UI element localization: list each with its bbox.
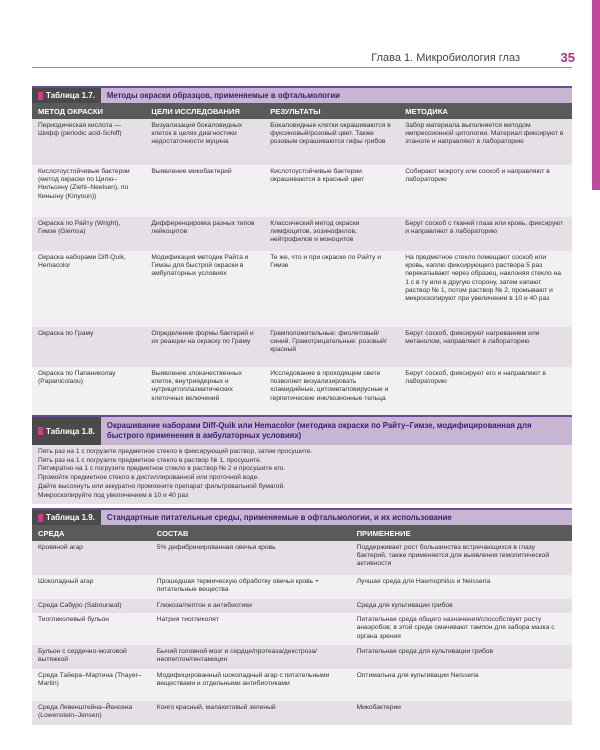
table-cell: Периодическая кислота — Шифф (periodic acid-Schiff) [32, 119, 145, 165]
table-cell: Конго красный, малахитовый зеленый [151, 701, 351, 725]
table-cell: Лучшая среда для Haemophilus и Neisseria [351, 575, 572, 599]
table-title: Окрашивание наборами Diff-Quik или Hemacolor (методика окраски по Райту–Гимзе, модифицированная для быстрого применения в амбулаторных условиях) [106, 421, 532, 440]
table-row [32, 701, 572, 725]
table-row [32, 251, 572, 327]
column-header: ЦЕЛИ ИССЛЕДОВАНИЯ [145, 103, 264, 119]
table-cell: На предметное стекло помещают соскоб или кровь, каплю фиксирующего раствора 5 раз перекатывают через образец, наклоняя стекло на 1 с в ту или в другую сторону, затем капают раствор № 1, потом раствор № 2, промывают и микроскопируют при увеличении в 10 и 40 раз [399, 251, 572, 327]
table-row [32, 669, 572, 701]
column-header: СОСТАВ [151, 525, 351, 541]
table-cell: Окраска наборами Diff-Quik, Hemacolor [32, 251, 145, 327]
staining-methods-table [32, 103, 572, 421]
table-cell: Шоколадный агар [32, 575, 151, 599]
table-1-7 [32, 86, 572, 421]
table-cell: Классический метод окраски лимфоцитов, эозинофилов, нейтрофилов и моноцитов [264, 217, 399, 251]
table-caption [32, 415, 572, 445]
table-cell: Кислотоустойчивые бактерии (метод окраски по Цилю–Нильсену (Ziehl–Neelsen), по Киньону (Kinyoun)) [32, 165, 145, 217]
step-line: Микроскопируйте под увеличением в 10 и 40 раз [38, 491, 188, 499]
step-line: Промойте предметное стекло в дистиллированной или проточной воде. [38, 474, 260, 482]
table-cell: Берут соскоб, фиксируют нагреванием или метанолом, направляют в лабораторию [399, 327, 572, 367]
table-1-8 [32, 415, 572, 504]
table-row [32, 119, 572, 165]
table-cell: Среда Тайера–Мартина (Thayer–Martin) [32, 669, 151, 701]
table-number: Таблица 1.7. [32, 88, 101, 103]
table-cell: Кислотоустойчивые бактерии окрашиваются в красный цвет [264, 165, 399, 217]
table-cell: Оптимальна для культивации Neisseria [351, 669, 572, 701]
table-cell: Питательная среда для культивации грибов [351, 645, 572, 669]
page-number: 35 [560, 50, 575, 65]
step-line: Пять раз на 1 с погрузите предметное стекло в фиксирующий раствор, затем просушите. [38, 448, 313, 455]
step-line: Пятикратно на 1 с погрузите предметное стекло в раствор № 2 и просушите его. [38, 465, 286, 473]
table-cell: Берут соскоб с тканей глаза или кровь, фиксируют и направляют в лабораторию [399, 217, 572, 251]
column-header: МЕТОДИКА [399, 103, 572, 119]
table-row [32, 165, 572, 217]
table-row [32, 217, 572, 251]
table-cell: Визуализация бокаловидных клеток в целях диагностики недостаточности муцина [145, 119, 264, 165]
table-cell: Бокаловидные клетки окрашиваются в фуксиновый/розовый цвет. Также розовым окрашиваются гифы грибов [264, 119, 399, 165]
table-cell: Поддерживает рост большинства встречающихся в глазу бактерий, также применяется для выявления гемолитической активности [351, 541, 572, 575]
table-cell: Натрия тиогликолят [151, 613, 351, 645]
table-cell: Те же, что и при окраске по Райту и Гимзе [264, 251, 399, 327]
table-row [32, 327, 572, 367]
table-cell: Выявление злокачественных клеток, внутриядерных и нутрицитоплазматических клеточных включений [145, 367, 264, 421]
column-header: СРЕДА [32, 525, 151, 541]
table-cell: Микобактерии [351, 701, 572, 725]
table-number: Таблица 1.9. [32, 510, 101, 525]
chapter-title: Глава 1. Микробиология глаз [371, 52, 520, 64]
table-title: Методы окраски образцов, применяемые в офтальмологии [106, 90, 340, 100]
table-cell: Модификация методик Райта и Гимзы для быстрой окраски в амбулаторных условиях [145, 251, 264, 327]
table-header-row [32, 103, 572, 119]
table-cell: Глюкоза/пептон и антибиотики [151, 599, 351, 613]
column-header: ПРИМЕНЕНИЕ [351, 525, 572, 541]
table-cell: Окраска по Граму [32, 327, 145, 367]
column-header: МЕТОД ОКРАСКИ [32, 103, 145, 119]
table-title: Стандартные питательные среды, применяемые в офтальмологии, и их использование [106, 512, 452, 522]
table-cell: Исследование в проходящем свете позволяет визуализировать хламидийные, цитомегаловирусные и герпетические инклюзионные тельца [264, 367, 399, 421]
table-cell: Дифференцировка разных типов лейкоцитов [145, 217, 264, 251]
table-cell: Модифицированный шоколадный агар с питательными веществами и отдельными антибиотиками [151, 669, 351, 701]
table-cell: Прошедшая термическую обработку овечья кровь + питательные вещества [151, 575, 351, 599]
table-cell: Питательная среда общего назначения/способствует росту анаэробов; в этой среде смачивают тампон для забора мазка с органа зрения [351, 613, 572, 645]
table-cell: Бычий головной мозг и сердце/протеаза/декстроза/неопептон/гентамицин [151, 645, 351, 669]
table-cell: Окраска по Папаниколау (Papanicolaou) [32, 367, 145, 421]
table-row [32, 575, 572, 599]
table-row [32, 367, 572, 421]
table-cell: Собирают мокроту или соскоб и направляют в лабораторию [399, 165, 572, 217]
table-cell: Бульон с сердечно-мозговой вытяжкой [32, 645, 151, 669]
step-line: Пять раз на 1 с погрузите предметное стекло в раствор № 1, просушите. [38, 456, 262, 464]
table-cell: Грамположительные: фиолетовый/синий. Грамотрицательные: розовый/красный [264, 327, 399, 367]
table-header-row [32, 525, 572, 541]
table-row [32, 599, 572, 613]
table-cell: Кровяной агар [32, 541, 151, 575]
table-cell: Окраска по Райту (Wright), Гимзе (Giemsa) [32, 217, 145, 251]
table-cell: Определение формы бактерий и их реакции на окраску по Граму [145, 327, 264, 367]
step-line: Дайте высохнуть или аккуратно промокните препарат фильтровальной бумагой. [38, 482, 285, 490]
table-1-9 [32, 508, 572, 725]
staining-steps [32, 445, 572, 504]
table-cell: Берут соскоб, фиксируют его и направляют в лабораторию [399, 367, 572, 421]
table-cell: Среда Сабуро (Sabouraud) [32, 599, 151, 613]
column-header: РЕЗУЛЬТАТЫ [264, 103, 399, 119]
table-cell: Выявление микобактерий [145, 165, 264, 217]
page-edge-ribbon [592, 0, 600, 190]
table-row [32, 645, 572, 669]
table-row [32, 613, 572, 645]
culture-media-table [32, 525, 572, 725]
table-cell: Среда Левенштейна–Йенсена (Lowenstein–Jensen) [32, 701, 151, 725]
table-cell: Среда для культивации грибов [351, 599, 572, 613]
table-cell: 5% дефибринированная овечья кровь [151, 541, 351, 575]
table-caption [32, 508, 572, 525]
header-divider [32, 67, 572, 68]
table-row [32, 541, 572, 575]
table-cell: Забор материала выполняется методом импрессионной цитологии. Материал фиксируют в этаноле и направляют в лабораторию [399, 119, 572, 165]
table-number: Таблица 1.8. [32, 417, 101, 445]
table-caption [32, 86, 572, 103]
table-cell: Тиогликолевый бульон [32, 613, 151, 645]
